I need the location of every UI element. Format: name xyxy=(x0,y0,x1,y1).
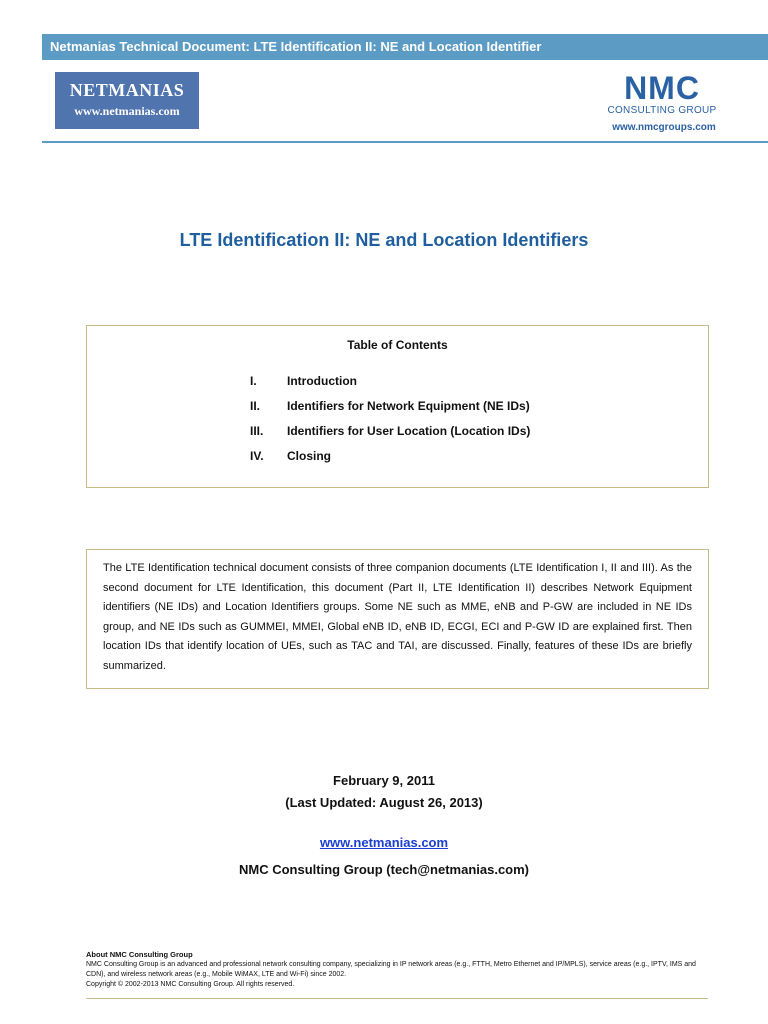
toc-item-label: Identifiers for Network Equipment (NE IDs) xyxy=(287,399,530,413)
website-link[interactable]: www.netmanias.com xyxy=(319,835,449,850)
about-title: About NMC Consulting Group xyxy=(86,950,193,959)
about-section xyxy=(86,950,706,990)
toc-item[interactable] xyxy=(250,449,331,463)
toc-item-label: Closing xyxy=(287,449,331,463)
toc-item-number: II. xyxy=(250,399,261,413)
toc-item[interactable] xyxy=(250,424,530,438)
toc-item-number: IV. xyxy=(250,449,264,463)
nmc-logo-brand: NMC xyxy=(624,70,700,106)
toc-item-label: Introduction xyxy=(287,374,357,388)
contact-line: NMC Consulting Group (tech@netmanias.com) xyxy=(238,862,530,877)
header-divider xyxy=(42,141,768,143)
publish-date: February 9, 2011 xyxy=(333,773,435,788)
toc-item-number: I. xyxy=(250,374,257,388)
toc-item-label: Identifiers for User Location (Location IDs) xyxy=(287,424,531,438)
document-title: LTE Identification II: NE and Location Identifiers xyxy=(179,230,589,250)
toc-heading: Table of Contents xyxy=(347,338,448,352)
nmc-logo-subtitle: CONSULTING GROUP xyxy=(607,105,717,116)
toc-item[interactable] xyxy=(250,374,357,388)
copyright: Copyright © 2002-2013 NMC Consulting Group. All rights reserved. xyxy=(86,981,295,988)
updated-date: (Last Updated: August 26, 2013) xyxy=(285,795,483,810)
netmanias-logo-url: www.netmanias.com xyxy=(74,104,180,118)
document-banner: Netmanias Technical Document: LTE Identification II: NE and Location Identifier xyxy=(42,34,768,60)
abstract: The LTE Identification technical document consists of three companion documents (LTE Identification I, II and III). As the second document for LTE Identification, this document (Part II, LTE Identification II) describes Network Equipment identifiers (NE IDs) and Location Identifiers groups. Some NE such as MME, eNB and P-GW are included in NE IDs group, and NE IDs such as GUMMEI, MMEI, Global eNB ID, eNB ID, ECGI, ECI and P-GW ID are explained first. Then location IDs that identify location of UEs, such as TAC and TAI, are discussed. Finally, features of these IDs are briefly summarized. xyxy=(86,549,709,689)
nmc-website-link[interactable]: www.nmcgroups.com xyxy=(612,122,716,133)
about-text: NMC Consulting Group is an advanced and professional network consulting company, specializing in IP network areas (e.g., FTTH, Metro Ethernet and IP/MPLS), service areas (e.g., IPTV, IMS and CDN), and wireless network areas (e.g., Mobile WiMAX, LTE and Wi-Fi) since 2002. xyxy=(86,961,696,978)
netmanias-logo xyxy=(55,72,199,129)
table-of-contents xyxy=(86,325,709,488)
toc-item-number: III. xyxy=(250,424,264,438)
website-link-line xyxy=(0,835,768,850)
netmanias-logo-brand: NETMANIAS xyxy=(69,80,185,100)
toc-item[interactable] xyxy=(250,399,530,413)
footer-divider xyxy=(86,998,708,999)
